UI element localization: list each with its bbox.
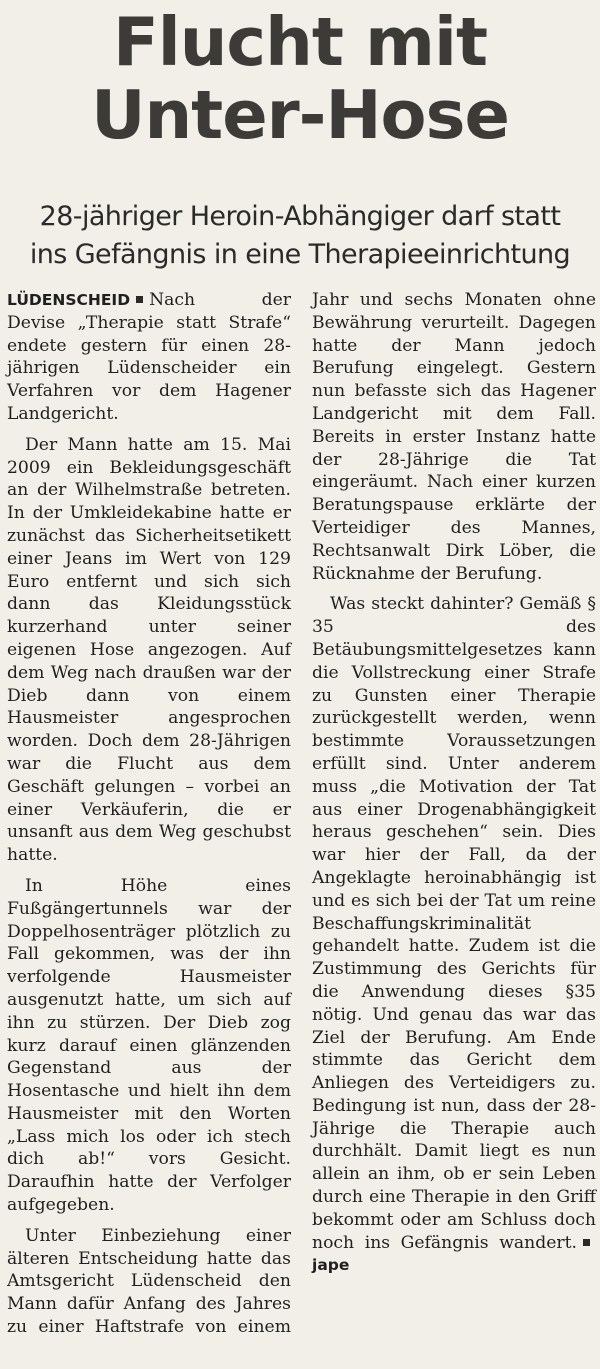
dateline-separator-icon <box>136 296 143 303</box>
headline <box>0 3 600 154</box>
paragraph-3: In Höhe eines Fußgängertunnels war der Doppelhosenträger plötzlich zu Fall gekommen, was der ihn verfolgende Hausmeister ausgenutzt hatte, um sich auf ihn zu stürzen. Der Dieb zog kurz darauf einen glänzenden Gegenstand aus der Hosentasche und hielt ihn dem Hausmeister mit den Worten „Lass mich los oder ich stech dich ab!“ vors Gesicht. Daraufhin hatte der Verfolger aufgegeben. <box>7 875 291 1216</box>
subheadline <box>0 198 600 274</box>
paragraph-5-text: Was steckt dahinter? Gemäß § 35 des Betäubungsmittelgesetzes kann die Vollstreckung einer Strafe zu Gunsten einer Therapie zurückgestellt werden, wenn bestimmte Voraussetzungen erfüllt sind. Unter anderem muss „die Motivation der Tat aus einer Drogenabhängigkeit heraus geschehen“ sein. Dies war hier der Fall, da der Angeklagte heroinabhängig ist und es sich bei der Tat um reine Beschaffungskriminalität gehandelt hatte. Zudem ist die Zustimmung des Gerichts für die Anwendung dieses §35 nötig. Und genau das war das Ziel der Berufung. Am Ende stimmte das Gericht dem Anliegen des Verteidigers zu. Bedingung ist nun, dass der 28-Jährige die Therapie auch durchhält. Damit liegt es nun allein an ihm, ob er sein Leben durch eine Therapie in den Griff bekommt oder am Schluss doch noch ins Gefängnis wandert. <box>312 594 596 1253</box>
dateline: LÜDENSCHEID <box>7 291 131 309</box>
lead-text: Nach der Devise „Therapie statt Strafe“ endete gestern für einen 28-jährigen Lüdenscheider ein Verfahren vor dem Hagener Landgericht. <box>7 290 291 424</box>
paragraph-lead <box>7 289 291 426</box>
headline-line-2: Unter-Hose <box>91 76 509 154</box>
author-separator-icon <box>583 1239 590 1246</box>
paragraph-4-continued: Jahr und sechs Monaten ohne Bewährung verurteilt. Dagegen hatte der Mann jedoch Berufung eingelegt. Gestern nun befasste sich das Hagener Landgericht mit dem Fall. Bereits in erster Instanz hatte der 28-Jährige die Tat eingeräumt. Nach einer kurzen Beratungspause erklärte der Verteidiger des Mannes, Rechtsanwalt Dirk Löber, die Rücknahme der Berufung. <box>312 290 596 584</box>
article-column-left <box>7 289 291 1347</box>
headline-line-1: Flucht mit <box>112 3 487 81</box>
paragraph-5 <box>312 593 596 1277</box>
paragraph-4: Unter Einbeziehung einer älteren Entscheidung hatte das Amtsgericht Lüdenscheid den Mann dafür Anfang des Jahres zu einer Haftstrafe von einem <box>7 1225 291 1338</box>
paragraph-2: Der Mann hatte am 15. Mai 2009 ein Bekleidungsgeschäft an der Wilhelmstraße betreten. In der Umkleidekabine hatte er zunächst das Sicherheitsetikett einer Jeans im Wert von 129 Euro entfernt und sich sich dann das Kleidungsstück kurzerhand unter seiner eigenen Hose angezogen. Auf dem Weg nach draußen war der Dieb dann von einem Hausmeister angesprochen worden. Doch dem 28-Jährigen war die Flucht aus dem Geschäft gelungen – vorbei an einer Verkäuferin, die er unsanft aus dem Weg geschubst hatte. <box>7 434 291 866</box>
author-signature: jape <box>312 1256 350 1275</box>
article-column-right <box>312 289 596 1285</box>
subheadline-line-2: ins Gefängnis in eine Therapieeinrichtung <box>29 239 571 270</box>
subheadline-line-1: 28-jähriger Heroin-Abhängiger darf statt <box>39 201 561 232</box>
